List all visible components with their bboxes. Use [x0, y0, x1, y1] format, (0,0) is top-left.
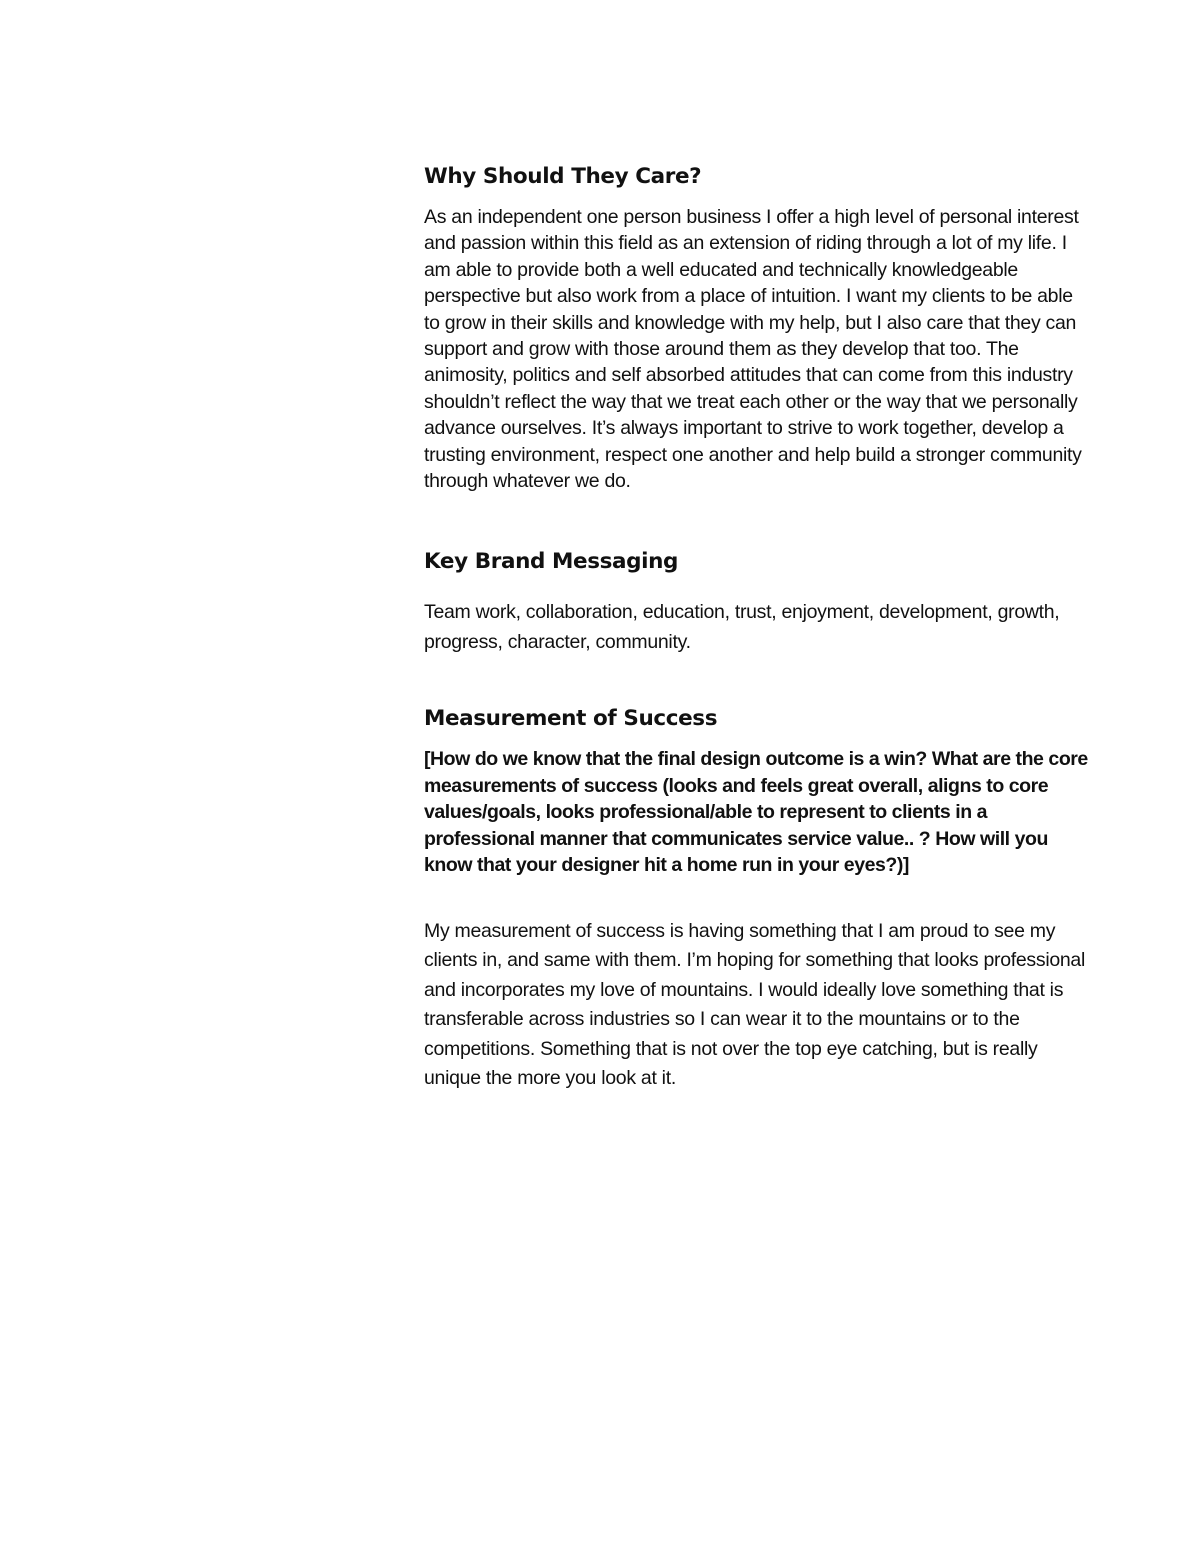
key-brand-messaging-paragraph: Team work, collaboration, education, trust, enjoyment, development, growth, progress, character, community. — [424, 601, 1060, 653]
why-care-paragraph: As an independent one person business I offer a high level of personal interest and passion within this field as an extension of riding through a lot of my life. I am able to provide both a well educated and technically knowledgeable perspective but also work from a place of intuition. I want my clients to be able to grow in their skills and knowledge with my help, but I also care that they can support and grow with those around them as they develop that too. The animosity, politics and self absorbed attitudes that can come from this industry shouldn’t reflect the way that we treat each other or the way that we personally advance ourselves. It’s always important to strive to work together, develop a trusting environment, respect one another and help build a stronger community through whatever we do. — [424, 206, 1082, 493]
key-brand-messaging-heading: Key Brand Messaging — [424, 549, 678, 575]
why-care-heading: Why Should They Care? — [424, 164, 702, 189]
measurement-paragraph: My measurement of success is having something that I am proud to see my clients in, and same with them. I’m hoping for something that looks professional and incorporates my love of mountains. I would ideally love something that is transferable across industries so I can wear it to the mountains or to the competitions. Something that is not over the top eye catching, but is really unique the more you look at it. — [424, 919, 1086, 1089]
document-body — [424, 162, 1088, 1094]
measurement-of-success-heading: Measurement of Success — [424, 706, 718, 732]
measurement-prompt: [How do we know that the final design outcome is a win? What are the core measurements of success (looks and feels great overall, aligns to core values/goals, looks professional/able to represent to clients in a professional manner that communicates service value.. ? How will you know that your designer hit a home run in your eyes?)] — [424, 748, 1088, 877]
